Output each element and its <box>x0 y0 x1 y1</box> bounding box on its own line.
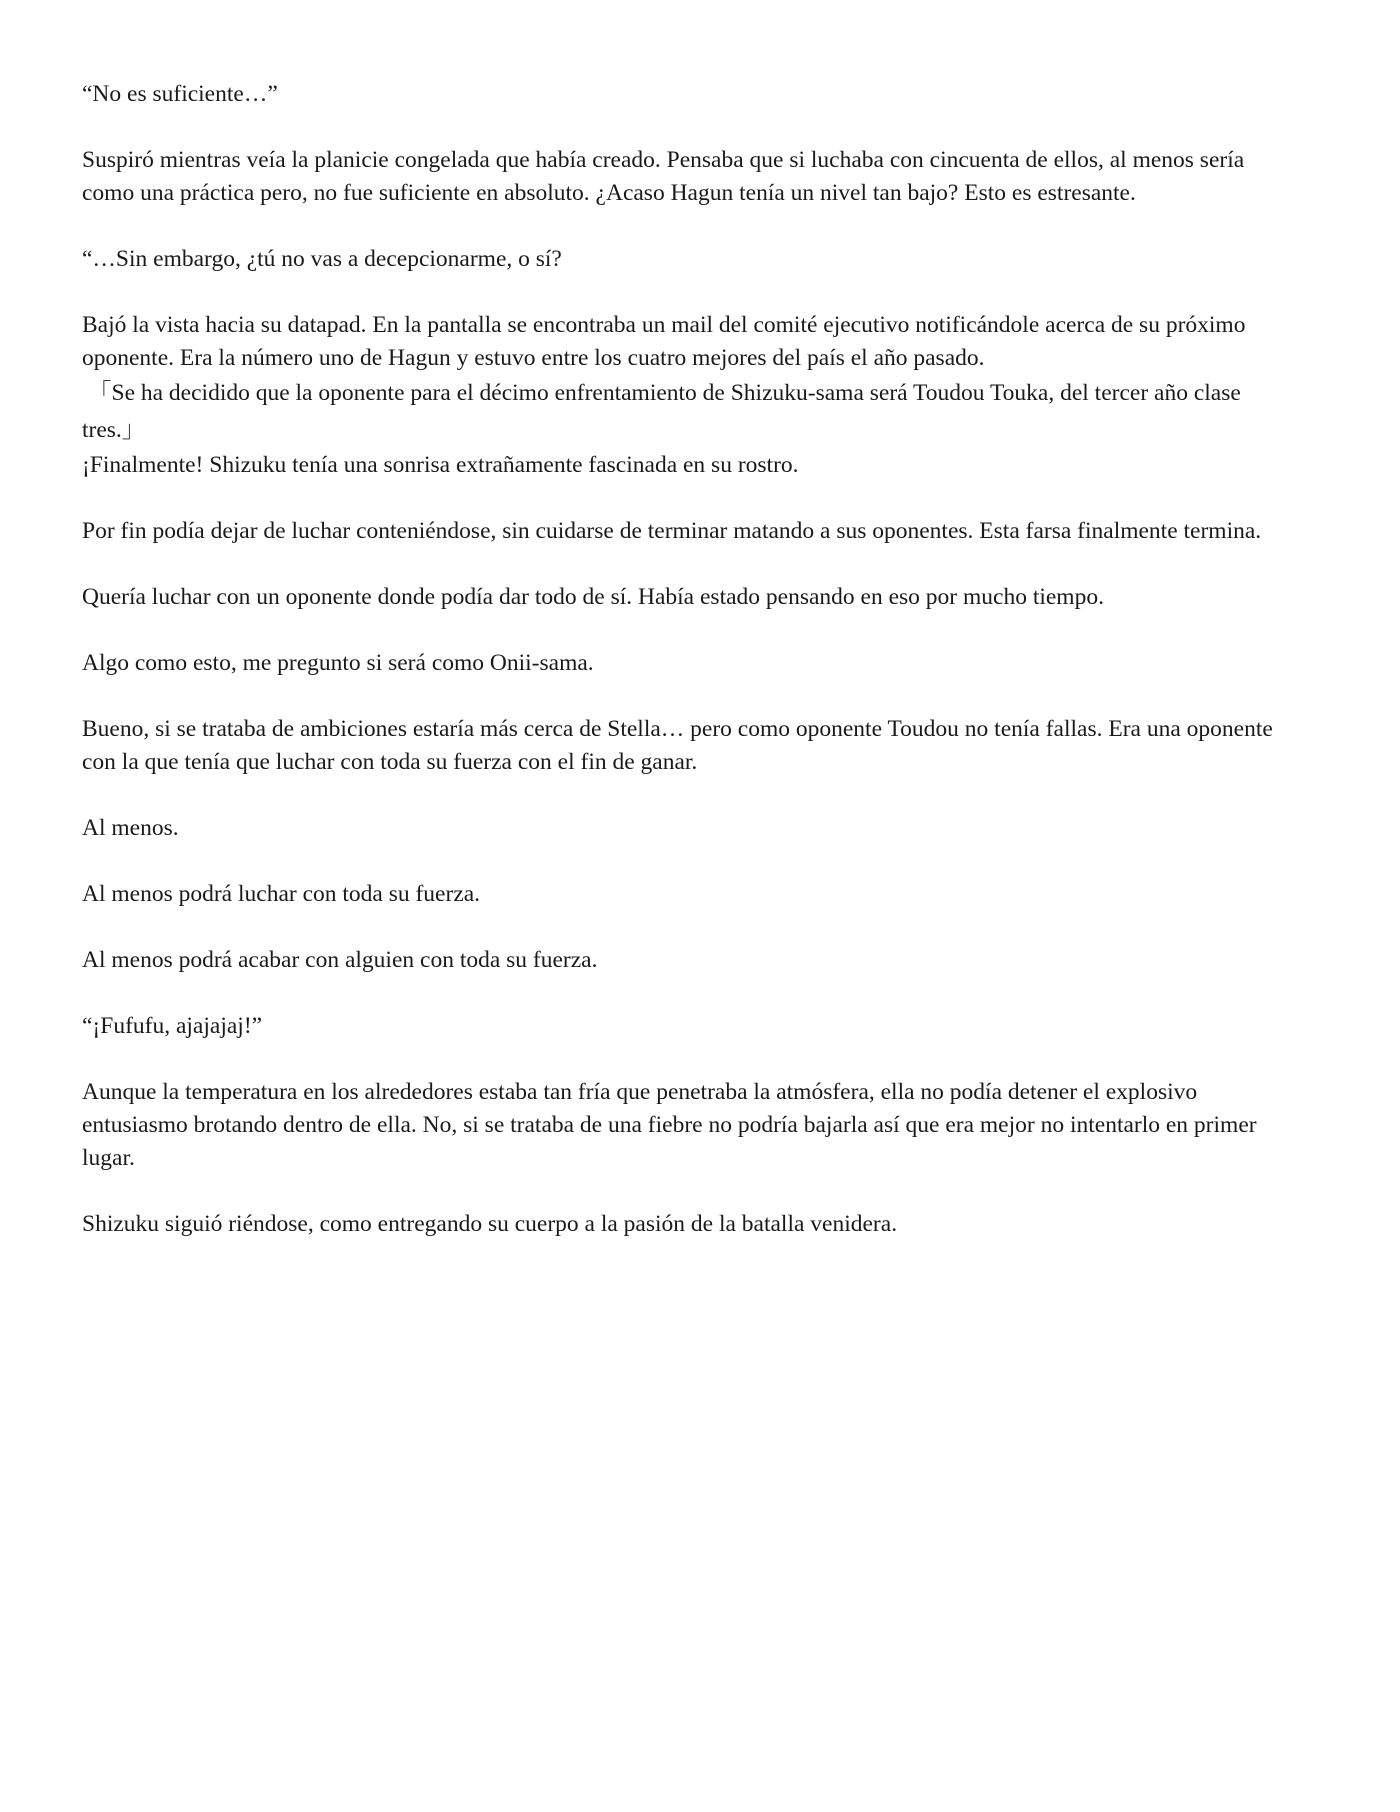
paragraph: Suspiró mientras veía la planicie congelada que había creado. Pensaba que si luchaba con cincuenta de ellos, al menos sería como una práctica pero, no fue suficiente en absoluto. ¿Acaso Hagun tenía un nivel tan bajo? Esto es estresante. <box>82 147 1245 206</box>
paragraph: Al menos podrá luchar con toda su fuerza. <box>82 881 481 907</box>
paragraph: “…Sin embargo, ¿tú no vas a decepcionarme, o sí? <box>82 246 562 272</box>
paragraph: Bueno, si se trataba de ambiciones estaría más cerca de Stella… pero como oponente Toudou no tenía fallas. Era una oponente con la que tenía que luchar con toda su fuerza con el fin de ganar. <box>82 716 1273 775</box>
quoted-notification: 「Se ha decidido que la oponente para el décimo enfrentamiento de Shizuku-sama será Toudou Touka, del tercer año clase tres.」 <box>82 380 1241 443</box>
paragraph: “No es suficiente…” <box>82 81 278 107</box>
paragraph: Al menos. <box>82 815 179 841</box>
paragraph: “¡Fufufu, ajajajaj!” <box>82 1013 263 1039</box>
paragraph: Al menos podrá acabar con alguien con toda su fuerza. <box>82 947 598 973</box>
paragraph: Por fin podía dejar de luchar conteniéndose, sin cuidarse de terminar matando a sus oponentes. Esta farsa finalmente termina. <box>82 518 1262 544</box>
paragraph: Algo como esto, me pregunto si será como Onii-sama. <box>82 650 594 676</box>
paragraph: ¡Finalmente! Shizuku tenía una sonrisa extrañamente fascinada en su rostro. <box>82 452 799 478</box>
paragraph: Quería luchar con un oponente donde podía dar todo de sí. Había estado pensando en eso por mucho tiempo. <box>82 584 1104 610</box>
document-page <box>82 78 1282 1274</box>
paragraph: Shizuku siguió riéndose, como entregando su cuerpo a la pasión de la batalla venidera. <box>82 1211 898 1237</box>
paragraph: Bajó la vista hacia su datapad. En la pantalla se encontraba un mail del comité ejecutivo notificándole acerca de su próximo oponente. Era la número uno de Hagun y estuvo entre los cuatro mejores del país el año pasado. <box>82 312 1246 371</box>
paragraph: Aunque la temperatura en los alrededores estaba tan fría que penetraba la atmósfera, ella no podía detener el explosivo entusiasmo brotando dentro de ella. No, si se trataba de una fiebre no podría bajarla así que era mejor no intentarlo en primer lugar. <box>82 1079 1257 1171</box>
